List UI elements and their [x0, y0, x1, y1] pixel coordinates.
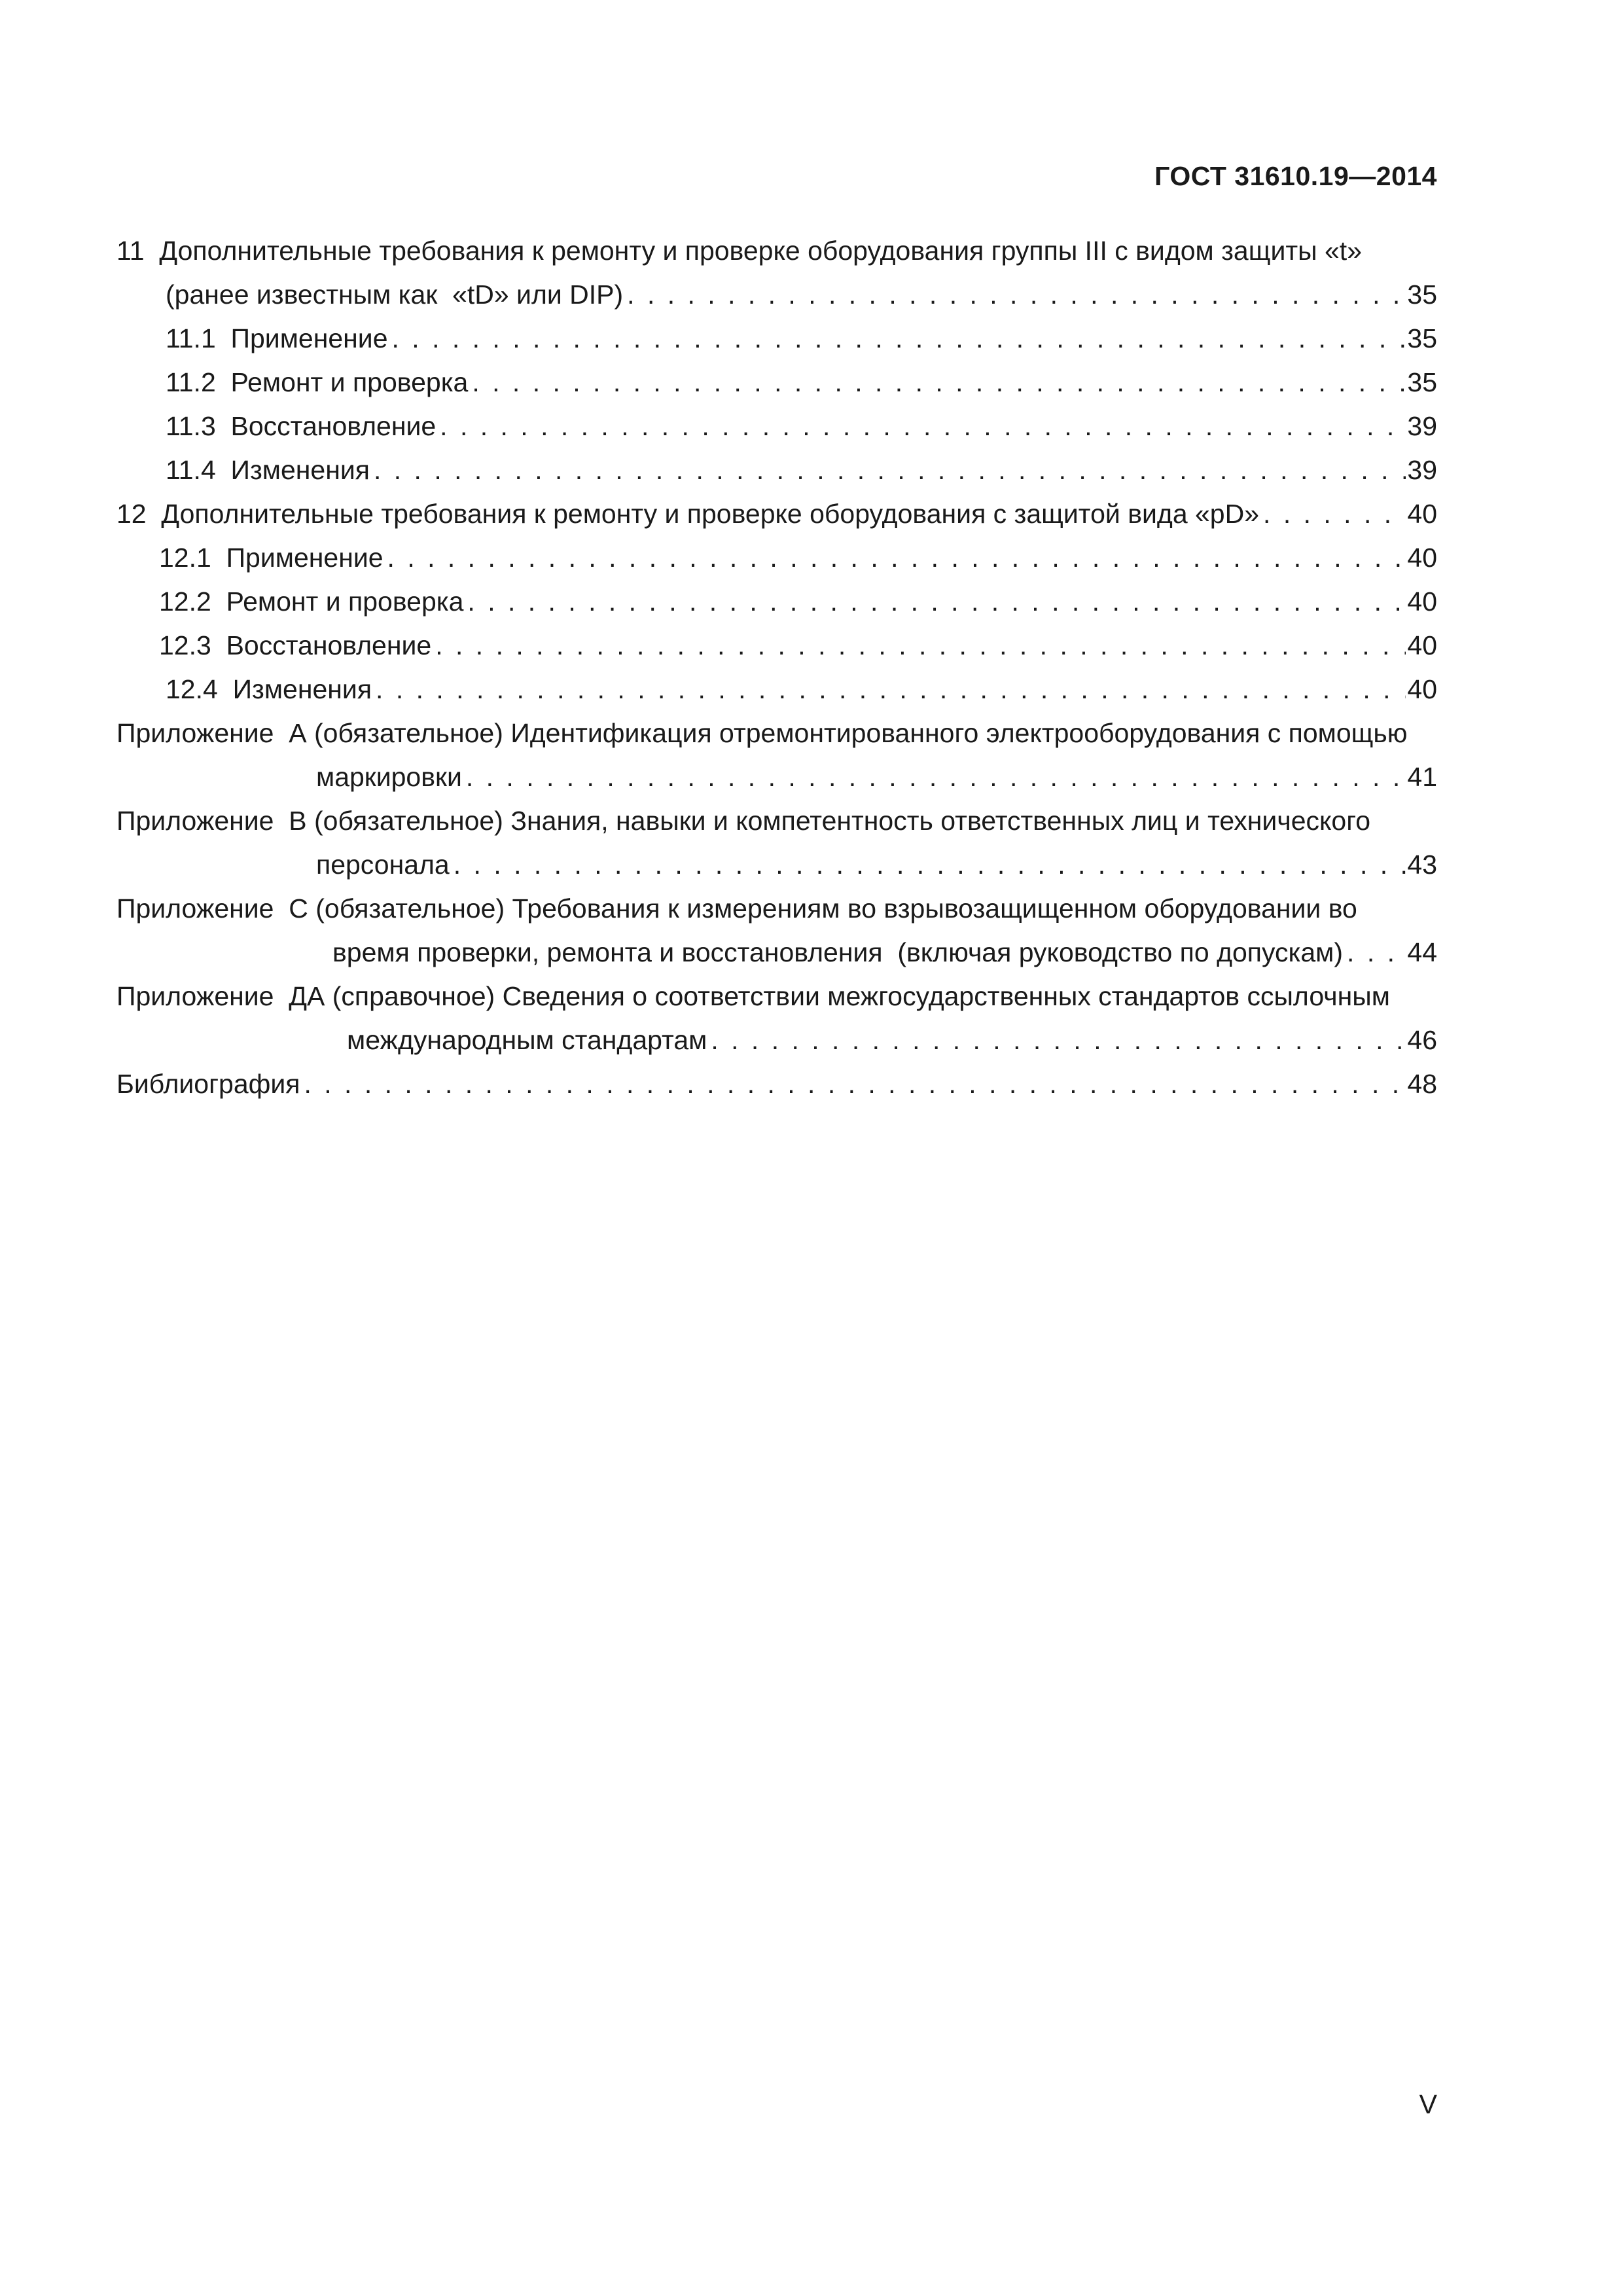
- toc-page-number: 39: [1407, 411, 1437, 441]
- toc-page-number: 46: [1407, 1025, 1437, 1055]
- toc-leader-dots: [388, 317, 1406, 361]
- toc-leader-dots: [462, 755, 1406, 799]
- table-of-contents: [116, 229, 1437, 1106]
- toc-entry-title: 11.1 Применение: [166, 323, 388, 353]
- toc-line: [116, 843, 1437, 887]
- toc-entry-title: 12.4 Изменения: [166, 674, 372, 704]
- toc-line: [116, 755, 1437, 799]
- toc-leader-dots: [431, 624, 1406, 668]
- toc-entry[interactable]: [116, 711, 1437, 799]
- toc-line: [116, 404, 1437, 448]
- toc-page-number: 44: [1407, 937, 1437, 967]
- toc-page-number: 40: [1407, 630, 1437, 660]
- toc-entry-title: время проверки, ремонта и восстановления (включая руководство по допускам): [332, 937, 1344, 967]
- toc-entry[interactable]: [116, 580, 1437, 624]
- toc-entry[interactable]: [116, 624, 1437, 668]
- toc-entry[interactable]: [116, 799, 1437, 887]
- toc-entry-title: международным стандартам: [347, 1025, 707, 1055]
- toc-line: [116, 887, 1437, 931]
- toc-line: [116, 273, 1437, 317]
- toc-entry-title: 12.3 Восстановление: [159, 630, 432, 660]
- toc-entry[interactable]: [116, 536, 1437, 580]
- toc-line: [116, 668, 1437, 711]
- toc-entry-title: 12 Дополнительные требования к ремонту и проверке оборудования с защитой вида «pD»: [116, 499, 1260, 529]
- toc-entry[interactable]: [116, 448, 1437, 492]
- toc-leader-dots: [463, 580, 1406, 624]
- toc-entry-title: Приложение А (обязательное) Идентификация отремонтированного электрооборудования с помощью: [116, 718, 1408, 748]
- toc-page-number: 40: [1407, 674, 1437, 704]
- toc-entry[interactable]: [116, 668, 1437, 711]
- document-header: ГОСТ 31610.19—2014: [1154, 161, 1437, 191]
- toc-page-number: 40: [1407, 543, 1437, 573]
- page-number: V: [1419, 2089, 1437, 2119]
- toc-entry-title: персонала: [316, 850, 450, 880]
- toc-entry-title: Библиография: [116, 1069, 300, 1099]
- toc-entry-title: Приложение ДА (справочное) Сведения о соответствии межгосударственных стандартов ссылочным: [116, 981, 1390, 1011]
- toc-leader-dots: [707, 1018, 1406, 1062]
- toc-page-number: 48: [1407, 1069, 1437, 1099]
- toc-line: [116, 711, 1437, 755]
- toc-page-number: 39: [1407, 455, 1437, 485]
- toc-entry[interactable]: [116, 1062, 1437, 1106]
- toc-leader-dots: [450, 843, 1406, 887]
- toc-line: [116, 448, 1437, 492]
- toc-entry[interactable]: [116, 404, 1437, 448]
- toc-line: [116, 975, 1437, 1018]
- toc-entry-title: Приложение С (обязательное) Требования к измерениям во взрывозащищенном оборудовании во: [116, 893, 1357, 924]
- toc-page-number: 40: [1407, 499, 1437, 529]
- toc-page-number: 40: [1407, 586, 1437, 617]
- toc-page-number: 41: [1407, 762, 1437, 792]
- toc-leader-dots: [300, 1062, 1406, 1106]
- toc-entry-title: 12.1 Применение: [159, 543, 383, 573]
- toc-entry[interactable]: [116, 887, 1437, 975]
- toc-line: [116, 1062, 1437, 1106]
- toc-entry-title: 11.2 Ремонт и проверка: [166, 367, 469, 397]
- toc-leader-dots: [1343, 931, 1406, 975]
- toc-leader-dots: [372, 668, 1406, 711]
- toc-leader-dots: [370, 448, 1406, 492]
- toc-entry-title: 11.4 Изменения: [166, 455, 370, 485]
- toc-entry-title: (ранее известным как «tD» или DIP): [166, 279, 624, 310]
- toc-entry[interactable]: [116, 492, 1437, 536]
- toc-entry[interactable]: [116, 361, 1437, 404]
- toc-entry-title: 11.3 Восстановление: [166, 411, 437, 441]
- toc-line: [116, 229, 1437, 273]
- toc-line: [116, 536, 1437, 580]
- toc-page-number: 43: [1407, 850, 1437, 880]
- toc-line: [116, 931, 1437, 975]
- toc-page-number: 35: [1407, 323, 1437, 353]
- toc-line: [116, 799, 1437, 843]
- toc-line: [116, 580, 1437, 624]
- toc-leader-dots: [1259, 492, 1406, 536]
- toc-entry-title: Приложение В (обязательное) Знания, навыки и компетентность ответственных лиц и технического: [116, 806, 1371, 836]
- toc-leader-dots: [468, 361, 1406, 404]
- toc-leader-dots: [623, 273, 1406, 317]
- toc-line: [116, 317, 1437, 361]
- toc-leader-dots: [383, 536, 1406, 580]
- toc-entry[interactable]: [116, 975, 1437, 1062]
- toc-entry-title: 12.2 Ремонт и проверка: [159, 586, 464, 617]
- toc-page-number: 35: [1407, 279, 1437, 310]
- toc-line: [116, 624, 1437, 668]
- toc-entry[interactable]: [116, 317, 1437, 361]
- toc-line: [116, 492, 1437, 536]
- toc-line: [116, 1018, 1437, 1062]
- toc-entry[interactable]: [116, 229, 1437, 317]
- toc-entry-title: маркировки: [316, 762, 462, 792]
- toc-entry-title: 11 Дополнительные требования к ремонту и проверке оборудования группы III с видом защиты «t»: [116, 236, 1362, 266]
- toc-leader-dots: [436, 404, 1406, 448]
- toc-line: [116, 361, 1437, 404]
- toc-page-number: 35: [1407, 367, 1437, 397]
